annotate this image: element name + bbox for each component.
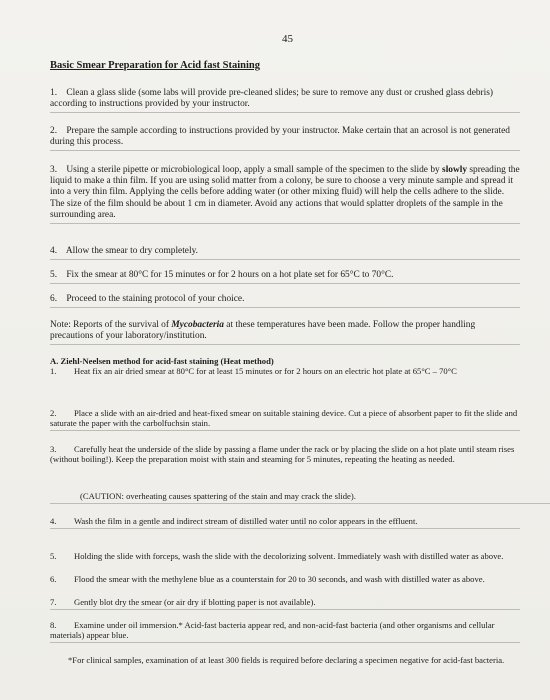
step-1 <box>50 88 520 113</box>
item-4-number: 4. <box>50 516 57 526</box>
step-3-text-a: Using a sterile pipette or microbiological loop, apply a small sample of the specimen to the slide by <box>66 165 443 175</box>
item-6-number: 6. <box>50 574 57 584</box>
section-a-item-1 <box>50 366 520 376</box>
item-4-text: Wash the film in a gentle and indirect stream of distilled water until no color appears in the effluent. <box>74 516 418 526</box>
section-a-item-8 <box>50 620 520 643</box>
document-title: Basic Smear Preparation for Acid fast Staining <box>50 60 260 71</box>
section-a-heading: A. Ziehl-Neelsen method for acid-fast staining (Heat method) <box>50 356 274 366</box>
step-5-number: 5. <box>50 270 58 280</box>
item-8-number: 8. <box>50 620 57 630</box>
section-a-item-6 <box>50 574 520 584</box>
note <box>50 320 520 345</box>
note-suffix: at these temperatures have been made. Follow the proper handling precautions of your laboratory/institution. <box>50 320 476 342</box>
step-4-number: 4. <box>50 246 58 256</box>
note-prefix: Note: Reports of the survival of <box>50 320 172 330</box>
step-1-number: 1. <box>50 88 58 98</box>
item-7-text: Gently blot dry the smear (or air dry if blotting paper is not available). <box>74 597 316 607</box>
step-3 <box>50 165 520 224</box>
step-3-text-b: spreading the liquid to make a thin film. If you are using solid matter from a colony, be sure to choose a very minute sample and spread it into a very thin film. Applying the cells before adding water (or other mixing fluid) will help the cells adhere to the slide. The size of the film should be about 1 cm in diameter. Avoid any actions that would splatter droplets of the sample in the surrounding area. <box>50 165 520 220</box>
caution-text: (CAUTION: overheating causes spattering of the stain and may crack the slide). <box>80 491 356 501</box>
section-a-item-5 <box>50 551 520 561</box>
item-1-text: Heat fix an air dried smear at 80°C for at least 15 minutes or for 2 hours on an electric hot plate at 65°C – 70°C <box>74 366 457 377</box>
step-4-text: Allow the smear to dry completely. <box>65 246 198 256</box>
item-5-text: Holding the slide with forceps, wash the slide with the decolorizing solvent. Immediately wash with distilled water as above. <box>74 551 504 561</box>
item-3-number: 3. <box>50 444 57 454</box>
step-3-number: 3. <box>50 165 58 175</box>
step-3-emphasis: slowly <box>442 165 468 175</box>
step-6 <box>50 294 520 308</box>
section-a-item-2 <box>50 408 520 431</box>
step-2-number: 2. <box>50 126 58 136</box>
step-4 <box>50 246 520 260</box>
step-5 <box>50 270 520 284</box>
item-8-text: Examine under oil immersion.* Acid-fast bacteria appear red, and non-acid-fast bacteria (and other organisms and cellular materials) appear blue. <box>50 620 495 641</box>
step-6-text: Proceed to the staining protocol of your choice. <box>66 294 245 304</box>
item-2-number: 2. <box>50 408 57 418</box>
item-6-text: Flood the smear with the methylene blue as a counterstain for 20 to 30 seconds, and wash with distilled water as above. <box>74 574 485 584</box>
section-a-item-7 <box>50 597 520 610</box>
step-5-text: Fix the smear at 80°C for 15 minutes or for 2 hours on a hot plate set for 65°C to 70°C. <box>66 270 394 280</box>
step-6-number: 6. <box>50 294 58 304</box>
note-organism: Mycobacteria <box>171 320 224 330</box>
item-7-number: 7. <box>50 597 57 607</box>
item-2-text: Place a slide with an air-dried and heat-fixed smear on suitable staining device. Cut a piece of absorbent paper to fit the slide and saturate the paper with the carbolfuchsin stain. <box>50 408 518 429</box>
item-5-number: 5. <box>50 551 57 561</box>
footnote-text: *For clinical samples, examination of at least 300 fields is required before declaring a specimen negative for acid-fast bacteria. <box>68 655 505 665</box>
step-2-text: Prepare the sample according to instructions provided by your instructor. Make certain that an acrosol is not generated during this process. <box>50 126 510 148</box>
item-3-text: Carefully heat the underside of the slide by passing a flame under the rack or by placing the slide on a hot plate until steam rises (without boiling!). Keep the preparation moist with stain and steaming for 5 minutes, repeating the heating as needed. <box>50 444 515 465</box>
item-1-number: 1. <box>50 366 57 377</box>
section-a <box>50 356 520 376</box>
step-2 <box>50 126 520 151</box>
step-1-text: Clean a glass slide (some labs will provide pre-cleaned slides; be sure to remove any dust or crushed glass debris) according to instructions provided by your instructor. <box>50 88 494 110</box>
section-a-item-4 <box>50 516 520 529</box>
page-number: 45 <box>282 33 293 45</box>
caution-note <box>50 491 550 504</box>
section-a-item-3 <box>50 444 520 464</box>
footnote <box>50 655 520 665</box>
